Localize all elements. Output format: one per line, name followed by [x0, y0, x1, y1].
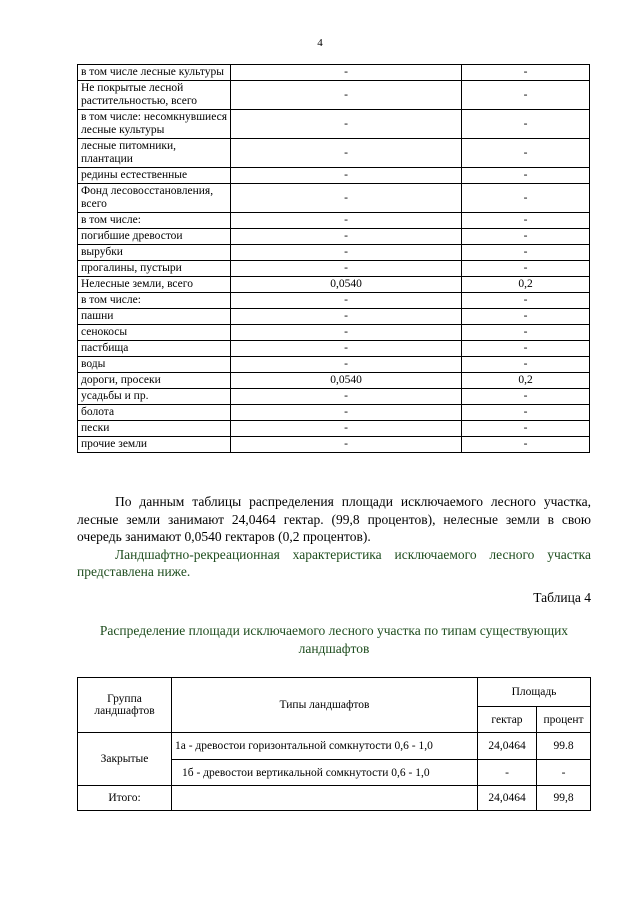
- category-name: Фонд лесовосстановления, всего: [78, 184, 231, 213]
- category-name: усадьбы и пр.: [78, 389, 231, 405]
- category-hectares: -: [231, 437, 462, 453]
- header-area: Площадь: [478, 678, 591, 707]
- category-name: дороги, просеки: [78, 373, 231, 389]
- category-hectares: -: [231, 184, 462, 213]
- landscape-percent: -: [537, 760, 591, 786]
- category-name: Не покрытые лесной растительностью, всего: [78, 81, 231, 110]
- category-hectares: -: [231, 293, 462, 309]
- category-hectares: -: [231, 245, 462, 261]
- category-percent: -: [462, 110, 590, 139]
- category-name: пастбища: [78, 341, 231, 357]
- table-row: [78, 229, 590, 245]
- table-row: [78, 437, 590, 453]
- table-row: [78, 341, 590, 357]
- paragraph-land-shares: По данным таблицы распределения площади исключаемого лесного участка, лесные земли занимают 24,0464 гектар. (99,8 процентов), нелесные земли в свою очередь занимают 0,0540 гектаров (0,2 процентов).: [77, 494, 591, 544]
- paragraph-summary: [77, 493, 591, 581]
- category-percent: -: [462, 293, 590, 309]
- category-percent: -: [462, 437, 590, 453]
- table-row: [78, 421, 590, 437]
- category-hectares: 0,0540: [231, 373, 462, 389]
- category-percent: -: [462, 229, 590, 245]
- total-hectares: 24,0464: [478, 786, 537, 811]
- category-name: погибшие древостои: [78, 229, 231, 245]
- category-percent: -: [462, 168, 590, 184]
- table-title: Распределение площади исключаемого лесного участка по типам существующих ландшафтов: [99, 623, 569, 656]
- paragraph-landscape-intro: Ландшафтно-рекреационная характеристика исключаемого лесного участка представлена ниже.: [77, 546, 591, 579]
- total-percent: 99,8: [537, 786, 591, 811]
- category-hectares: -: [231, 168, 462, 184]
- category-name: в том числе:: [78, 293, 231, 309]
- category-name: прогалины, пустыри: [78, 261, 231, 277]
- table-row: [78, 168, 590, 184]
- landscape-type: 1б - древостои вертикальной сомкнутости 0,6 - 1,0: [172, 760, 478, 786]
- land-category-table: [77, 64, 590, 453]
- category-name: в том числе: несомкнувшиеся лесные культуры: [78, 110, 231, 139]
- category-hectares: -: [231, 229, 462, 245]
- category-percent: -: [462, 309, 590, 325]
- category-hectares: -: [231, 139, 462, 168]
- category-percent: -: [462, 421, 590, 437]
- category-hectares: -: [231, 110, 462, 139]
- table-row: [78, 405, 590, 421]
- header-percent: процент: [537, 707, 591, 733]
- table-row: [78, 139, 590, 168]
- category-name: вырубки: [78, 245, 231, 261]
- category-percent: -: [462, 325, 590, 341]
- category-hectares: -: [231, 405, 462, 421]
- category-hectares: -: [231, 421, 462, 437]
- landscape-percent: 99.8: [537, 733, 591, 760]
- category-name: лесные питомники, плантации: [78, 139, 231, 168]
- category-name: в том числе:: [78, 213, 231, 229]
- table-row: [78, 389, 590, 405]
- landscape-hectares: -: [478, 760, 537, 786]
- category-name: в том числе лесные культуры: [78, 65, 231, 81]
- category-percent: -: [462, 261, 590, 277]
- category-hectares: -: [231, 213, 462, 229]
- category-name: пески: [78, 421, 231, 437]
- category-hectares: -: [231, 325, 462, 341]
- header-group: Группа ландшафтов: [78, 678, 172, 733]
- category-name: болота: [78, 405, 231, 421]
- group-closed: Закрытые: [78, 733, 172, 786]
- table-row: [78, 309, 590, 325]
- category-hectares: -: [231, 309, 462, 325]
- category-name: сенокосы: [78, 325, 231, 341]
- category-percent: -: [462, 341, 590, 357]
- table-row: [78, 293, 590, 309]
- category-hectares: -: [231, 81, 462, 110]
- table-row: [78, 81, 590, 110]
- table-row: [78, 357, 590, 373]
- table-row: [78, 213, 590, 229]
- category-hectares: -: [231, 357, 462, 373]
- table-label: Таблица 4: [533, 590, 591, 605]
- table-row: [78, 110, 590, 139]
- table-row: [78, 261, 590, 277]
- category-percent: -: [462, 184, 590, 213]
- landscape-distribution-table: [77, 677, 591, 811]
- category-name: воды: [78, 357, 231, 373]
- category-percent: -: [462, 405, 590, 421]
- table-row: [78, 325, 590, 341]
- category-percent: -: [462, 213, 590, 229]
- category-name: Нелесные земли, всего: [78, 277, 231, 293]
- category-hectares: -: [231, 261, 462, 277]
- category-percent: -: [462, 65, 590, 81]
- total-type: [172, 786, 478, 811]
- total-label: Итого:: [78, 786, 172, 811]
- landscape-hectares: 24,0464: [478, 733, 537, 760]
- category-percent: -: [462, 389, 590, 405]
- page-number: 4: [317, 37, 323, 49]
- table-row: [78, 245, 590, 261]
- category-name: редины естественные: [78, 168, 231, 184]
- category-percent: 0,2: [462, 373, 590, 389]
- table-row: [78, 277, 590, 293]
- category-name: прочие земли: [78, 437, 231, 453]
- category-percent: -: [462, 245, 590, 261]
- header-hectares: гектар: [478, 707, 537, 733]
- table-row: [78, 373, 590, 389]
- landscape-type: 1а - древостои горизонтальной сомкнутости 0,6 - 1,0: [172, 733, 478, 760]
- category-hectares: -: [231, 65, 462, 81]
- category-hectares: -: [231, 389, 462, 405]
- category-percent: -: [462, 357, 590, 373]
- table-row: [78, 65, 590, 81]
- category-percent: -: [462, 139, 590, 168]
- header-types: Типы ландшафтов: [172, 678, 478, 733]
- category-hectares: -: [231, 341, 462, 357]
- category-percent: -: [462, 81, 590, 110]
- table-row: [78, 184, 590, 213]
- category-name: пашни: [78, 309, 231, 325]
- category-percent: 0,2: [462, 277, 590, 293]
- category-hectares: 0,0540: [231, 277, 462, 293]
